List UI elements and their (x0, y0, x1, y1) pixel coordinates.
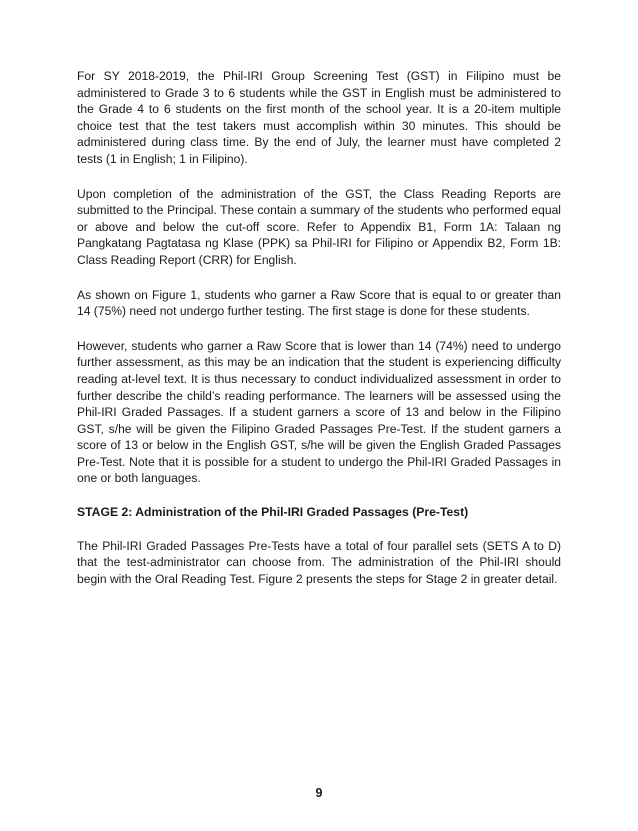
body-text (77, 68, 561, 605)
page-number: 9 (315, 786, 323, 800)
section-heading-stage-2: STAGE 2: Administration of the Phil-IRI Graded Passages (Pre-Test) (77, 505, 469, 520)
paragraph-further-assessment: However, students who garner a Raw Score that is lower than 14 (74%) need to undergo further assessment, as this may be an indication that the student is experiencing difficulty reading at-level text. It is thus necessary to conduct individualized assessment in order to further describe the child’s reading performance. The learners will be assessed using the Phil-IRI Graded Passages. If a student garners a score of 13 and below in the Filipino GST, s/he will be given the Filipino Graded Passages Pre-Test. If the student garners a score of 13 or below in the English GST, s/he will be given the English Graded Passages Pre-Test. Note that it is possible for a student to undergo the Phil-IRI Graded Passages in one or both languages. (77, 338, 561, 486)
paragraph-stage-2-pretests: The Phil-IRI Graded Passages Pre-Tests have a total of four parallel sets (SETS A to D) that the test-administrator can choose from. The administration of the Phil-IRI should begin with the Oral Reading Test. Figure 2 presents the steps for Stage 2 in greater detail. (77, 538, 561, 586)
paragraph-raw-score-pass: As shown on Figure 1, students who garner a Raw Score that is equal to or greater than 14 (75%) need not undergo further testing. The first stage is done for these students. (77, 287, 561, 319)
paragraph-gst-schedule: For SY 2018-2019, the Phil-IRI Group Screening Test (GST) in Filipino must be administered to Grade 3 to 6 students while the GST in English must be administered to the Grade 4 to 6 students on the first month of the school year. It is a 20-item multiple choice test that the test takers must accomplish within 30 minutes. This should be administered during class time. By the end of July, the learner must have completed 2 tests (1 in English; 1 in Filipino). (77, 69, 561, 166)
paragraph-class-reading-reports: Upon completion of the administration of the GST, the Class Reading Reports are submitted to the Principal. These contain a summary of the students who performed equal or above and below the cut-off score. Refer to Appendix B1, Form 1A: Talaan ng Pangkatang Pagtatasa ng Klase (PPK) sa Phil-IRI for Filipino or Appendix B2, Form 1B: Class Reading Report (CRR) for English. (77, 186, 561, 267)
